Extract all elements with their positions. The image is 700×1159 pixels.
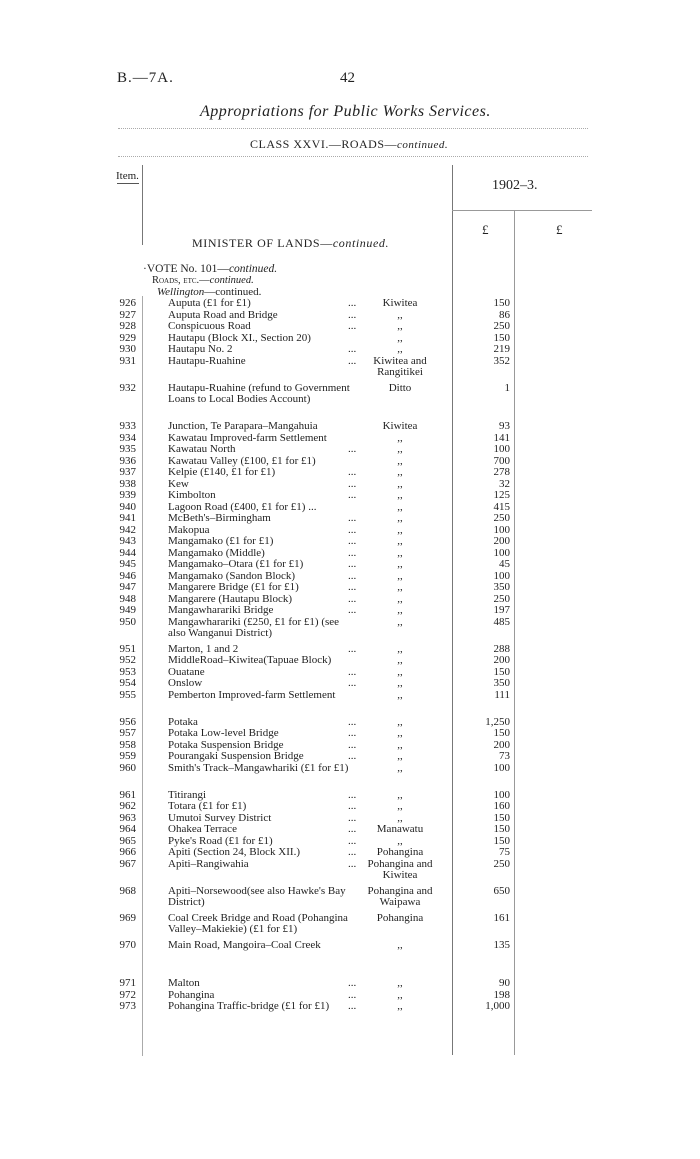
item-description: Potaka (168, 715, 198, 728)
amount: 100 (493, 788, 510, 801)
leader-dots: ... (348, 308, 357, 321)
amount: 352 (493, 354, 510, 367)
amount: 350 (493, 581, 510, 593)
item-number: 947 (119, 581, 136, 593)
leader-dots: ... (348, 750, 357, 762)
amount: 90 (499, 977, 510, 989)
district-heading: Wellington—continued. (157, 286, 262, 298)
item-number: 964 (119, 823, 136, 835)
document-reference: B.—7A. (117, 70, 174, 86)
item-description: Malton (168, 977, 200, 989)
item-number: 927 (119, 308, 136, 321)
leader-dots: ... (348, 811, 357, 824)
electoral-district: ,, (397, 331, 403, 344)
item-number: 928 (119, 320, 136, 332)
electoral-district: ,, (397, 665, 403, 678)
amount: 250 (493, 320, 510, 332)
year-column-header: 1902–3. (492, 178, 538, 193)
item-number: 935 (119, 443, 136, 455)
amount: 250 (493, 512, 510, 524)
electoral-district: Pohangina and Waipawa (367, 884, 433, 908)
electoral-district: Ditto (388, 381, 412, 394)
item-number: 970 (119, 938, 136, 951)
leader-dots: ... (348, 512, 357, 524)
item-number: 969 (119, 911, 136, 924)
amount: 700 (493, 454, 510, 467)
item-number: 973 (119, 1000, 136, 1012)
item-number: 951 (119, 642, 136, 655)
leader-dots: ... (348, 546, 357, 559)
item-description: Ohakea Terrace (168, 823, 237, 835)
leader-dots: ... (348, 489, 357, 501)
electoral-district: ,, (397, 512, 403, 524)
item-number: 968 (119, 884, 136, 897)
item-number: 950 (119, 615, 136, 628)
item-description: Mangawharariki Bridge (168, 604, 274, 616)
electoral-district: ,, (397, 750, 403, 762)
item-header-rule (117, 183, 139, 184)
electoral-district: ,, (397, 727, 403, 739)
leader-dots: ... (348, 354, 357, 367)
item-description: Pyke's Road (£1 for £1) (168, 834, 273, 847)
amount: 32 (499, 477, 510, 490)
item-description: Smith's Track–Mangawhariki (£1 for £1) (168, 761, 349, 774)
amount: 197 (493, 604, 510, 616)
leader-dots: ... (348, 466, 357, 478)
item-description: Hautapu (Block XI., Section 20) (168, 331, 311, 344)
item-number: 946 (119, 569, 136, 582)
item-description: Totara (£1 for £1) (168, 800, 247, 812)
item-number: 942 (119, 523, 136, 536)
page-number: 42 (340, 70, 355, 86)
class-divider (118, 156, 588, 157)
leader-dots: ... (348, 443, 357, 455)
electoral-district: ,, (397, 500, 403, 513)
amount: 161 (493, 911, 510, 924)
leader-dots: ... (348, 788, 357, 801)
amount: 150 (493, 727, 510, 739)
leader-dots: ... (348, 977, 357, 989)
leader-dots: ... (348, 846, 357, 858)
electoral-district: ,, (397, 443, 403, 455)
amount: 250 (493, 857, 510, 870)
item-number: 961 (119, 788, 136, 801)
vote-heading: ·VOTE No. 101—continued. (143, 263, 278, 275)
leader-dots: ... (348, 823, 357, 835)
amount: 75 (499, 846, 510, 858)
item-number: 941 (119, 512, 136, 524)
item-number: 943 (119, 535, 136, 547)
amount: 200 (493, 654, 510, 666)
leader-dots: ... (348, 535, 357, 547)
leader-dots: ... (348, 988, 357, 1001)
item-description: Junction, Te Parapara–Mangahuia (168, 420, 318, 432)
electoral-district: ,, (397, 592, 403, 605)
pound-sign-1: £ (482, 222, 489, 237)
item-description: Hautapu No. 2 (168, 343, 233, 355)
item-column-rule-lower (142, 296, 143, 1056)
electoral-district: ,, (397, 535, 403, 547)
minister-heading: MINISTER OF LANDS—continued. (192, 236, 390, 250)
item-number: 972 (119, 988, 136, 1001)
electoral-district: ,, (397, 761, 403, 774)
item-number: 933 (119, 420, 136, 432)
item-number: 937 (119, 466, 136, 478)
amount: 1 (504, 381, 510, 394)
leader-dots: ... (348, 320, 357, 332)
amount: 415 (493, 500, 510, 513)
leader-dots: ... (348, 523, 357, 536)
electoral-district: ,, (397, 320, 403, 332)
amount: 150 (493, 331, 510, 344)
electoral-district: Kiwitea (382, 420, 418, 432)
electoral-district: ,, (397, 604, 403, 616)
electoral-district: Pohangina (376, 911, 424, 924)
amount: 1,250 (485, 715, 510, 728)
electoral-district: ,, (397, 489, 403, 501)
leader-dots: ... (348, 477, 357, 490)
item-description: Umutoi Survey District (168, 811, 272, 824)
electoral-district: ,, (397, 811, 403, 824)
amount: 100 (493, 761, 510, 774)
item-description: Apiti–Norsewood(see also Hawke's Bay District) (168, 884, 346, 908)
amount: 160 (493, 800, 510, 812)
amount: 100 (493, 546, 510, 559)
leader-dots: ... (348, 297, 357, 309)
item-description: Pohangina Traffic-bridge (£1 for £1) (168, 1000, 330, 1012)
electoral-district: Manawatu (376, 823, 424, 835)
electoral-district: ,, (397, 688, 403, 701)
item-description: Kelpie (£140, £1 for £1) (168, 466, 276, 478)
item-description: Kawatau North (168, 443, 236, 455)
electoral-district: ,, (397, 977, 403, 989)
electoral-district: ,, (397, 800, 403, 812)
item-description: Apiti–Rangiwahia (168, 857, 249, 870)
amount: 45 (499, 558, 510, 570)
item-description: Marton, 1 and 2 (168, 642, 239, 655)
amount-column-rule (514, 210, 515, 1055)
amount: 150 (493, 811, 510, 824)
item-description: Lagoon Road (£400, £1 for £1) ... (168, 500, 317, 513)
leader-dots: ... (348, 834, 357, 847)
item-description: Pohangina (168, 988, 215, 1001)
amount: 200 (493, 535, 510, 547)
leader-dots: ... (348, 715, 357, 728)
electoral-district: ,, (397, 834, 403, 847)
item-description: Apiti (Section 24, Block XII.) (168, 846, 300, 858)
item-description: Mangarere Bridge (£1 for £1) (168, 581, 299, 593)
amount: 650 (493, 884, 510, 897)
item-number: 962 (119, 800, 136, 812)
amount: 219 (493, 343, 510, 355)
leader-dots: ... (348, 857, 357, 870)
leader-dots: ... (348, 800, 357, 812)
amount: 288 (493, 642, 510, 655)
district-column-rule (452, 165, 453, 1055)
leader-dots: ... (348, 604, 357, 616)
leader-dots: ... (348, 727, 357, 739)
item-description: Potaka Suspension Bridge (168, 738, 284, 751)
amount: 150 (493, 823, 510, 835)
item-description: Hautapu-Ruahine (168, 354, 246, 367)
item-number: 954 (119, 677, 136, 689)
electoral-district: Kiwitea and Rangitikei (373, 354, 427, 378)
amount: 73 (499, 750, 510, 762)
item-description: Kimbolton (168, 489, 216, 501)
item-description: Kawatau Valley (£100, £1 for £1) (168, 454, 316, 467)
item-description: Mangawharariki (£250, £1 for £1) (see also Wanganui District) (168, 615, 340, 639)
leader-dots: ... (348, 738, 357, 751)
item-description: Pemberton Improved-farm Settlement (168, 688, 336, 701)
roads-heading: Roads, etc.—continued. (152, 275, 254, 286)
amount: 150 (493, 297, 510, 309)
item-number: 931 (119, 354, 136, 367)
item-number: 926 (119, 297, 136, 309)
amount: 250 (493, 592, 510, 605)
electoral-district: ,, (397, 788, 403, 801)
item-description: MiddleRoad–Kiwitea(Tapuae Block) (168, 654, 332, 666)
leader-dots: ... (348, 581, 357, 593)
item-description: Potaka Low-level Bridge (168, 727, 279, 739)
amount: 100 (493, 443, 510, 455)
item-number: 967 (119, 857, 136, 870)
leader-dots: ... (348, 558, 357, 570)
item-description: Titirangi (168, 788, 207, 801)
amount: 100 (493, 569, 510, 582)
item-description: Auputa (£1 for £1) (168, 297, 251, 309)
item-number: 963 (119, 811, 136, 824)
item-description: McBeth's–Birmingham (168, 512, 271, 524)
item-description: Hautapu-Ruahine (refund to Government Loans to Local Bodies Account) (168, 381, 350, 405)
electoral-district: ,, (397, 308, 403, 321)
amount: 135 (493, 938, 510, 951)
item-description: Ouatane (168, 665, 205, 678)
electoral-district: ,, (397, 569, 403, 582)
item-number: 929 (119, 331, 136, 344)
item-description: Main Road, Mangoira–Coal Creek (168, 938, 321, 951)
item-description: Mangamako–Otara (£1 for £1) (168, 558, 304, 570)
electoral-district: ,, (397, 654, 403, 666)
electoral-district: ,, (397, 546, 403, 559)
electoral-district: ,, (397, 715, 403, 728)
electoral-district: ,, (397, 477, 403, 490)
electoral-district: ,, (397, 677, 403, 689)
item-number: 934 (119, 431, 136, 444)
item-number: 958 (119, 738, 136, 751)
electoral-district: ,, (397, 431, 403, 444)
amount: 200 (493, 738, 510, 751)
item-number: 945 (119, 558, 136, 570)
amount: 86 (499, 308, 510, 321)
electoral-district: ,, (397, 466, 403, 478)
item-description: Coal Creek Bridge and Road (Pohangina Valley–Makiekie) (£1 for £1) (168, 911, 348, 935)
item-number: 940 (119, 500, 136, 513)
item-number: 971 (119, 977, 136, 989)
item-number: 966 (119, 846, 136, 858)
item-number: 965 (119, 834, 136, 847)
amount: 1,000 (485, 1000, 510, 1012)
page-title: Appropriations for Public Works Services. (200, 103, 491, 120)
amount: 141 (493, 431, 510, 444)
electoral-district: ,, (397, 938, 403, 951)
item-number: 960 (119, 761, 136, 774)
item-number: 955 (119, 688, 136, 701)
item-description: Onslow (168, 677, 203, 689)
electoral-district: ,, (397, 581, 403, 593)
item-description: Auputa Road and Bridge (168, 308, 278, 321)
item-description: Conspicuous Road (168, 320, 251, 332)
item-number: 959 (119, 750, 136, 762)
pound-sign-2: £ (556, 222, 563, 237)
electoral-district: Pohangina (376, 846, 424, 858)
item-number: 957 (119, 727, 136, 739)
item-description: Mangamako (Middle) (168, 546, 265, 559)
item-description: Mangarere (Hautapu Block) (168, 592, 293, 605)
electoral-district: Kiwitea (382, 297, 418, 309)
leader-dots: ... (348, 343, 357, 355)
item-number: 953 (119, 665, 136, 678)
amount: 150 (493, 834, 510, 847)
leader-dots: ... (348, 1000, 357, 1012)
item-description: Kawatau Improved-farm Settlement (168, 431, 327, 444)
amount: 100 (493, 523, 510, 536)
leader-dots: ... (348, 642, 357, 655)
item-description: Pourangaki Suspension Bridge (168, 750, 304, 762)
item-number: 936 (119, 454, 136, 467)
item-number: 948 (119, 592, 136, 605)
electoral-district: Pohangina and Kiwitea (367, 857, 433, 881)
leader-dots: ... (348, 665, 357, 678)
leader-dots: ... (348, 677, 357, 689)
electoral-district: ,, (397, 1000, 403, 1012)
item-description: Makopua (168, 523, 210, 536)
amount: 111 (494, 688, 510, 701)
item-column-header: Item. (116, 170, 139, 182)
item-number: 949 (119, 604, 136, 616)
electoral-district: ,, (397, 523, 403, 536)
item-description: Mangamako (Sandon Block) (168, 569, 296, 582)
amount: 278 (493, 466, 510, 478)
item-column-rule (142, 165, 143, 245)
item-number: 938 (119, 477, 136, 490)
item-number: 930 (119, 343, 136, 355)
year-header-rule (452, 210, 592, 211)
item-number: 956 (119, 715, 136, 728)
amount: 485 (493, 615, 510, 628)
item-number: 932 (119, 381, 136, 394)
amount: 125 (493, 489, 510, 501)
class-heading: CLASS XXVI.—ROADS—continued. (250, 137, 449, 151)
amount: 198 (493, 988, 510, 1001)
electoral-district: ,, (397, 642, 403, 655)
item-description: Kew (168, 477, 189, 490)
electoral-district: ,, (397, 454, 403, 467)
amount: 93 (499, 420, 510, 432)
amount: 350 (493, 677, 510, 689)
leader-dots: ... (348, 592, 357, 605)
item-number: 952 (119, 654, 136, 666)
electoral-district: ,, (397, 558, 403, 570)
electoral-district: ,, (397, 988, 403, 1001)
leader-dots: ... (348, 569, 357, 582)
item-number: 944 (119, 546, 136, 559)
title-divider (118, 128, 588, 129)
electoral-district: ,, (397, 615, 403, 628)
item-description: Mangamako (£1 for £1) (168, 535, 274, 547)
item-number: 939 (119, 489, 136, 501)
electoral-district: ,, (397, 738, 403, 751)
amount: 150 (493, 665, 510, 678)
electoral-district: ,, (397, 343, 403, 355)
